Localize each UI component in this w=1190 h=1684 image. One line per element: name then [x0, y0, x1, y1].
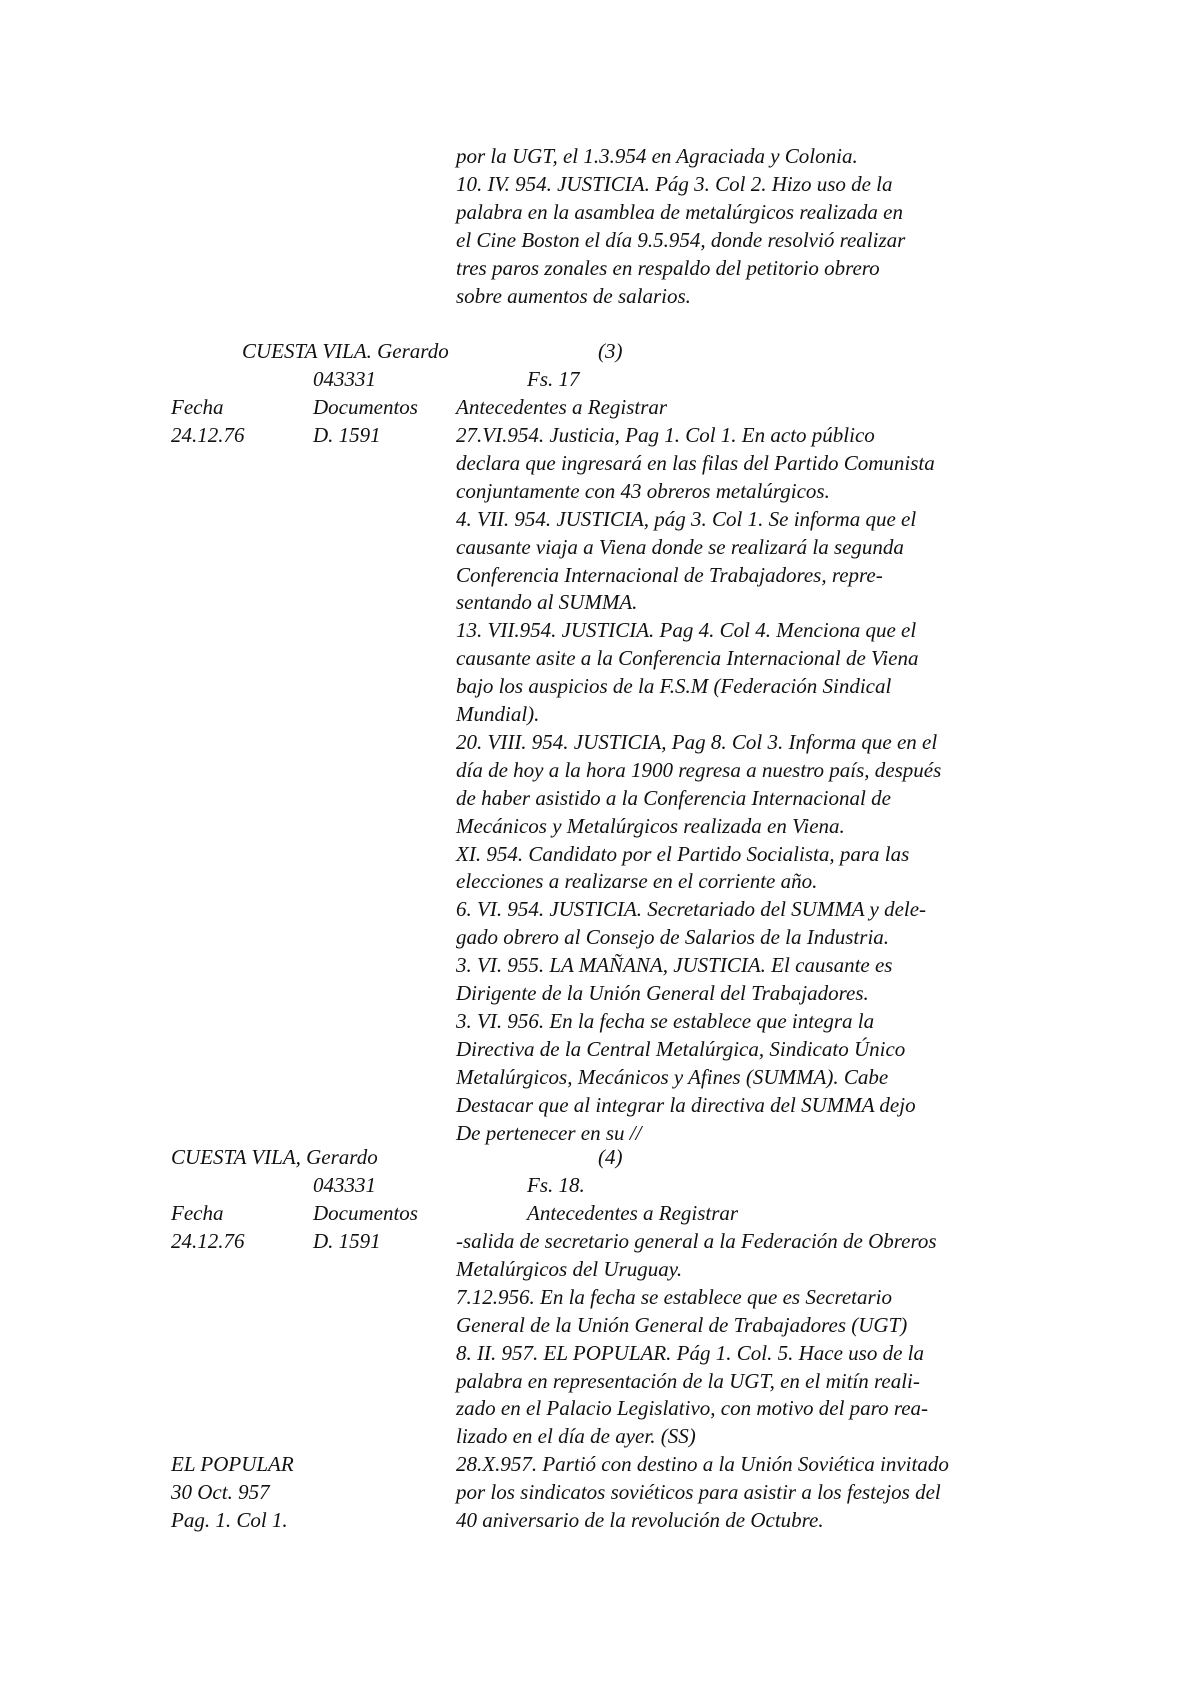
source-line: EL POPULAR [171, 1452, 294, 1476]
text-line: día de hoy a la hora 1900 regresa a nuestro país, después [456, 758, 942, 782]
text-line: lizado en el día de ayer. (SS) [456, 1424, 696, 1448]
text-line: por la UGT, el 1.3.954 en Agraciada y Colonia. [456, 144, 858, 168]
record-name-3: CUESTA VILA. Gerardo [242, 339, 449, 363]
text-line: 4. VII. 954. JUSTICIA, pág 3. Col 1. Se informa que el [456, 507, 917, 531]
text-line: 40 aniversario de la revolución de Octubre. [456, 1508, 824, 1532]
text-line: elecciones a realizarse en el corriente año. [456, 869, 818, 893]
column-header-fecha-3: Fecha [171, 395, 224, 419]
text-line: sentando al SUMMA. [456, 590, 638, 614]
text-line: palabra en la asamblea de metalúrgicos realizada en [456, 200, 903, 224]
text-line: 27.VI.954. Justicia, Pag 1. Col 1. En acto público [456, 423, 875, 447]
text-line: tres paros zonales en respaldo del petitorio obrero [456, 256, 880, 280]
text-line: Mecánicos y Metalúrgicos realizada en Viena. [456, 814, 845, 838]
text-line: declara que ingresará en las filas del Partido Comunista [456, 451, 935, 475]
text-line: Destacar que al integrar la directiva del SUMMA dejo [456, 1093, 916, 1117]
record-id-4: 043331 [313, 1173, 376, 1197]
text-line: zado en el Palacio Legislativo, con motivo del paro rea- [456, 1396, 929, 1420]
text-line: 3. VI. 956. En la fecha se establece que integra la [456, 1009, 875, 1033]
text-line: palabra en representación de la UGT, en el mitín reali- [456, 1369, 920, 1393]
text-line: conjuntamente con 43 obreros metalúrgicos. [456, 479, 830, 503]
text-line: causante viaja a Viena donde se realizará la segunda [456, 535, 904, 559]
record-name-4: CUESTA VILA, Gerardo [171, 1145, 378, 1169]
column-header-antecedentes-3: Antecedentes a Registrar [456, 395, 668, 419]
text-line: Dirigente de la Unión General del Trabajadores. [456, 981, 869, 1005]
source-line: Pag. 1. Col 1. [171, 1508, 288, 1532]
text-line: -salida de secretario general a la Federación de Obreros [456, 1229, 937, 1253]
text-line: 3. VI. 955. LA MAÑANA, JUSTICIA. El causante es [456, 953, 893, 977]
document-value-3: D. 1591 [313, 423, 381, 447]
text-line: Metalúrgicos, Mecánicos y Afines (SUMMA). Cabe [456, 1065, 889, 1089]
column-header-fecha-4: Fecha [171, 1201, 224, 1225]
text-line: General de la Unión General de Trabajadores (UGT) [456, 1313, 908, 1337]
column-header-antecedentes-4: Antecedentes a Registrar [527, 1201, 739, 1225]
fecha-value-3: 24.12.76 [171, 423, 245, 447]
text-line: 7.12.956. En la fecha se establece que es Secretario [456, 1285, 893, 1309]
column-header-documentos-3: Documentos [313, 395, 418, 419]
folio-4: Fs. 18. [527, 1173, 585, 1197]
text-line: 10. IV. 954. JUSTICIA. Pág 3. Col 2. Hizo uso de la [456, 172, 893, 196]
text-line: Mundial). [456, 702, 540, 726]
text-line: 20. VIII. 954. JUSTICIA, Pag 8. Col 3. Informa que en el [456, 730, 938, 754]
text-line: 13. VII.954. JUSTICIA. Pag 4. Col 4. Menciona que el [456, 618, 917, 642]
text-line: gado obrero al Consejo de Salarios de la Industria. [456, 925, 890, 949]
text-line: XI. 954. Candidato por el Partido Socialista, para las [456, 842, 910, 866]
page-number-4: (4) [598, 1145, 623, 1169]
text-line: Metalúrgicos del Uruguay. [456, 1257, 683, 1281]
text-line: el Cine Boston el día 9.5.954, donde resolvió realizar [456, 228, 906, 252]
text-line: sobre aumentos de salarios. [456, 284, 691, 308]
column-header-documentos-4: Documentos [313, 1201, 418, 1225]
text-line: 28.X.957. Partió con destino a la Unión Soviética invitado [456, 1452, 949, 1476]
text-line: 6. VI. 954. JUSTICIA. Secretariado del SUMMA y dele- [456, 897, 927, 921]
text-line: 8. II. 957. EL POPULAR. Pág 1. Col. 5. Hace uso de la [456, 1341, 924, 1365]
text-line: Conferencia Internacional de Trabajadores, repre- [456, 563, 883, 587]
source-line: 30 Oct. 957 [171, 1480, 270, 1504]
text-line: De pertenecer en su // [456, 1121, 642, 1145]
page-number-3: (3) [598, 339, 623, 363]
text-line: causante asite a la Conferencia Internacional de Viena [456, 646, 919, 670]
text-line: de haber asistido a la Conferencia Internacional de [456, 786, 891, 810]
text-line: Directiva de la Central Metalúrgica, Sindicato Único [456, 1037, 906, 1061]
folio-3: Fs. 17 [527, 367, 580, 391]
record-id-3: 043331 [313, 367, 376, 391]
text-line: por los sindicatos soviéticos para asistir a los festejos del [456, 1480, 941, 1504]
fecha-value-4: 24.12.76 [171, 1229, 245, 1253]
document-value-4: D. 1591 [313, 1229, 381, 1253]
text-line: bajo los auspicios de la F.S.M (Federación Sindical [456, 674, 892, 698]
